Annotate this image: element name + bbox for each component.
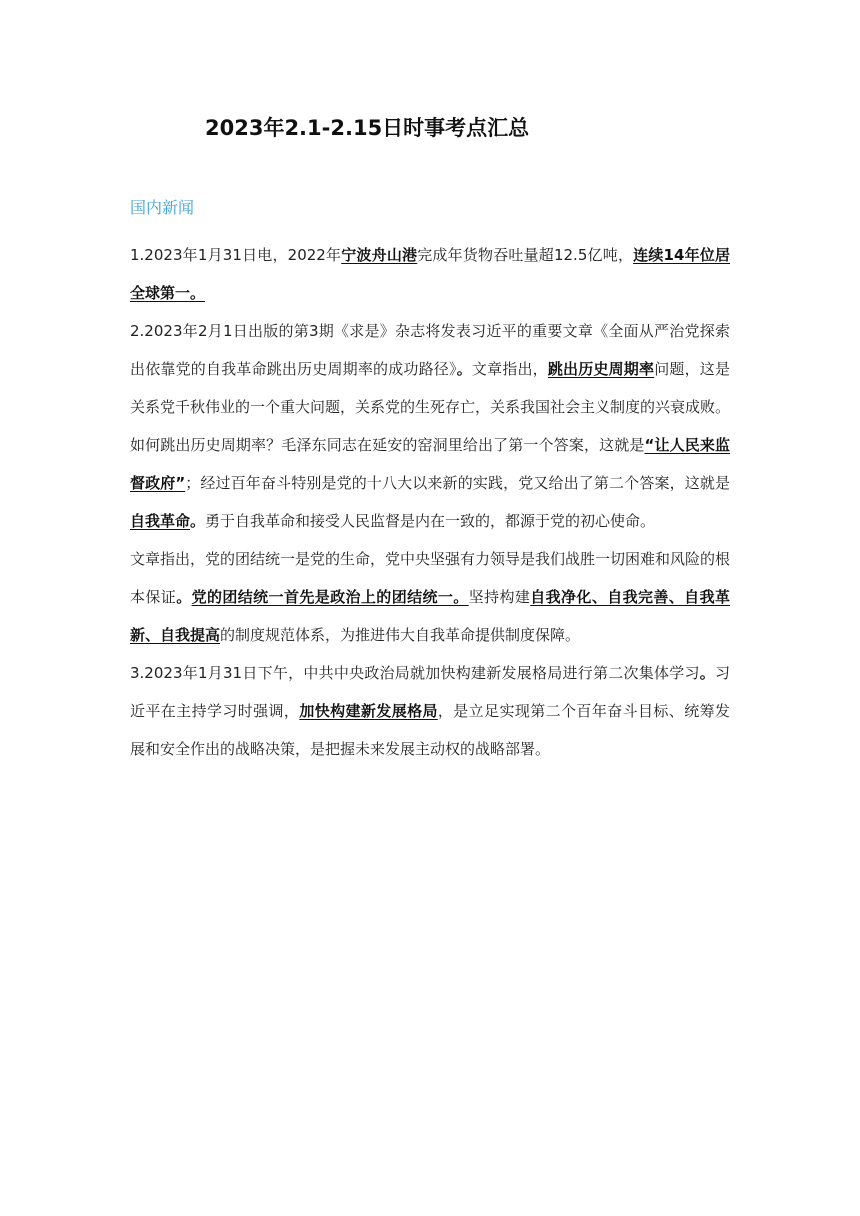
paragraph-keyword: 党的团结统一首先是政治上的团结统一。 (191, 588, 469, 606)
news-item-1 (130, 236, 730, 312)
news-item-2-text: 问题，这是关系党千秋伟业的一个重大问题，关系党的生死存亡，关系我国社会主义制度的兴衰成败。 (130, 360, 731, 416)
news-item-1-text: 完成年货物吞吐量超12.5亿吨， (417, 246, 634, 264)
paragraph-keyword: 自我革命 (130, 512, 191, 530)
paragraph-text: 如何跳出历史周期率？毛泽东同志在延安的窑洞里给出了第一个答案，这就是 (130, 436, 645, 454)
news-item-2-para-3 (130, 540, 730, 654)
news-item-1-keyword: 宁波舟山港 (341, 246, 418, 264)
document-title: 2023年2.1-2.15日时事考点汇总 (205, 116, 530, 140)
news-item-2 (130, 312, 730, 426)
paragraph-punct: 。 (176, 588, 192, 606)
news-item-2-text: 文章指出， (471, 360, 548, 378)
news-item-3-text: ，是立足实现第二个百年奋斗目标、统筹发展和安全作出的战略决策，是把握未来发展主动权的战略部署。 (130, 702, 730, 758)
news-item-2-punct: 。 (456, 360, 472, 378)
news-item-3-text: 习近平在主持学习时强调， (130, 664, 730, 720)
news-item-3-text: 3.2023年1月31日下午，中共中央政治局就加快构建新发展格局进行第二次集体学习 (130, 664, 700, 682)
news-item-1-text: 1.2023年1月31日电，2022年 (130, 246, 342, 264)
paragraph-text: 勇于自我革命和接受人民监督是内在一致的，都源于党的初心使命。 (205, 512, 656, 530)
paragraph-text: 坚持构建 (468, 588, 531, 606)
news-item-2-text: 2.2023年2月1日出版的第3期《求是》杂志将发表习近平的重要文章《全面从严治党探索出依靠党的自我革命跳出历史周期率的成功路径》 (130, 322, 730, 378)
news-item-2-para-2 (130, 426, 730, 540)
document-page (130, 108, 730, 768)
paragraph-text: 文章指出，党的团结统一是党的生命，党中央坚强有力领导是我们战胜一切困难和风险的根本保证 (130, 550, 731, 606)
paragraph-keyword: 自我净化、自我完善、自我革新、自我提高 (130, 588, 730, 644)
news-item-3 (130, 654, 730, 768)
news-item-3-punct: 。 (699, 664, 715, 682)
paragraph-keyword: “让人民来监督政府” (130, 436, 731, 492)
paragraph-text: 的制度规范体系，为推进伟大自我革命提供制度保障。 (220, 626, 581, 644)
paragraph-text: ；经过百年奋斗特别是党的十八大以来新的实践，党又给出了第二个答案，这就是 (185, 474, 730, 492)
news-item-3-keyword: 加快构建新发展格局 (299, 702, 438, 720)
news-item-2-keyword: 跳出历史周期率 (547, 360, 655, 378)
paragraph-punct: 。 (190, 512, 206, 530)
section-heading-domestic-news: 国内新闻 (130, 198, 195, 217)
news-item-1-keyword: 连续14年位居全球第一。 (130, 246, 731, 302)
